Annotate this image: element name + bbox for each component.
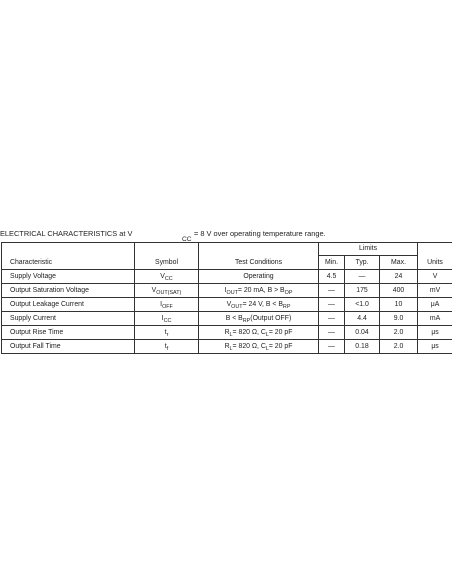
units-cell: mV (418, 284, 452, 298)
header-test-conditions: Test Conditions (199, 243, 319, 270)
conditions-cell: $B < B_{RP}(Output$ OFF) (199, 312, 319, 326)
conditions-cell: Operating (199, 270, 319, 284)
min-cell: — (319, 326, 345, 340)
units-cell: V (418, 270, 452, 284)
characteristic-cell: Supply Current (2, 312, 135, 326)
units-cell: μA (418, 298, 452, 312)
typ-cell: 4.4 (345, 312, 380, 326)
units-cell: mA (418, 312, 452, 326)
units-cell: μs (418, 326, 452, 340)
symbol-cell: $I_{OFF}$ (135, 298, 199, 312)
header-units: Units (418, 243, 452, 270)
min-cell: — (319, 284, 345, 298)
header-characteristic: Characteristic (2, 243, 135, 270)
symbol-cell: $V_{OUT(SAT)}$ (135, 284, 199, 298)
header-typ: Typ. (345, 256, 380, 270)
symbol-cell: $I_{CC}$ (135, 312, 199, 326)
units-cell: μs (418, 340, 452, 354)
typ-cell: 0.04 (345, 326, 380, 340)
conditions-cell: $R_L= 820$ Ω, $C_L= 20$ pF (199, 326, 319, 340)
typ-cell: — (345, 270, 380, 284)
min-cell: 4.5 (319, 270, 345, 284)
characteristic-cell: Output Rise Time (2, 326, 135, 340)
header-row-group (2, 243, 452, 256)
heading-prefix: ELECTRICAL CHARACTERISTICS at V (0, 229, 133, 238)
header-max: Max. (380, 256, 418, 270)
symbol-cell: $t_f$ (135, 340, 199, 354)
typ-cell: 0.18 (345, 340, 380, 354)
typ-cell: <1.0 (345, 298, 380, 312)
characteristic-cell: Supply Voltage (2, 270, 135, 284)
typ-cell: 175 (345, 284, 380, 298)
max-cell: 10 (380, 298, 418, 312)
table-row (2, 298, 452, 312)
heading-subscript: CC (182, 236, 192, 243)
table-row (2, 270, 452, 284)
symbol-cell: $V_{CC}$ (135, 270, 199, 284)
conditions-cell: $R_L= 820$ Ω, $C_L= 20$ pF (199, 340, 319, 354)
characteristic-cell: Output Leakage Current (2, 298, 135, 312)
max-cell: 2.0 (380, 326, 418, 340)
min-cell: — (319, 312, 345, 326)
header-min: Min. (319, 256, 345, 270)
characteristic-cell: Output Fall Time (2, 340, 135, 354)
max-cell: 400 (380, 284, 418, 298)
conditions-cell: $V_{OUT}= 24$ V, $B < B_{RP}$ (199, 298, 319, 312)
min-cell: — (319, 340, 345, 354)
heading-suffix: = 8 V over operating temperature range. (194, 229, 326, 238)
table-row (2, 312, 452, 326)
table-row (2, 284, 452, 298)
max-cell: 9.0 (380, 312, 418, 326)
header-symbol: Symbol (135, 243, 199, 270)
table-row (2, 326, 452, 340)
max-cell: 24 (380, 270, 418, 284)
max-cell: 2.0 (380, 340, 418, 354)
min-cell: — (319, 298, 345, 312)
characteristic-cell: Output Saturation Voltage (2, 284, 135, 298)
table-row (2, 340, 452, 354)
symbol-cell: $t_r$ (135, 326, 199, 340)
header-limits: Limits (319, 243, 418, 256)
electrical-characteristics-table (1, 242, 452, 354)
conditions-cell: $I_{OUT}= 20$ mA, $B > B_{OP}$ (199, 284, 319, 298)
